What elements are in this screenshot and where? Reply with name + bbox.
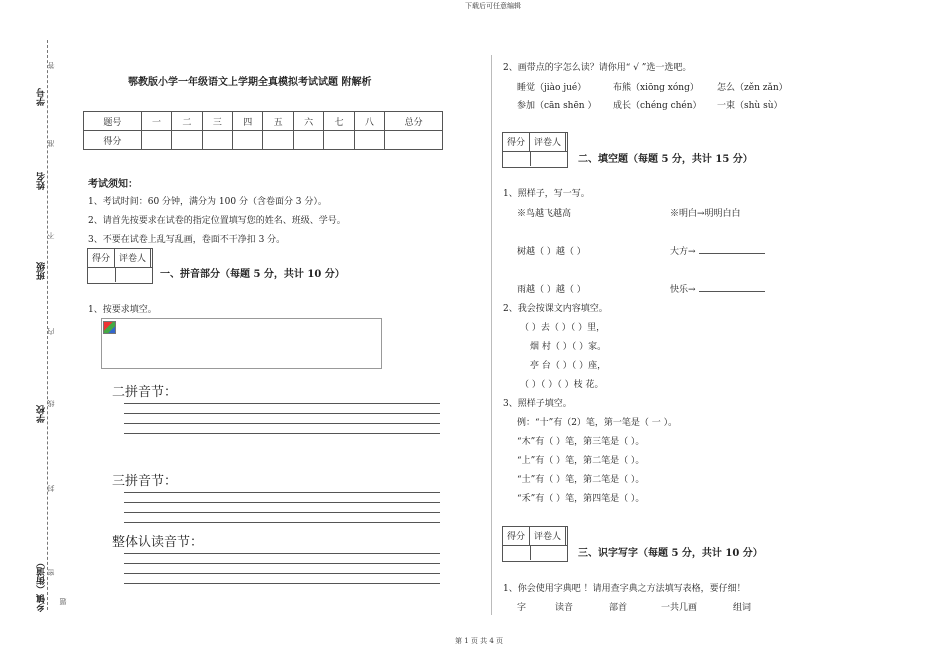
- s3-q1: 1、你会使用字典吧 ！请用查字典之方法填写表格，要仔细！: [503, 584, 746, 594]
- answer-line[interactable]: [124, 563, 440, 564]
- score-cell: 一: [141, 112, 171, 131]
- score-blank[interactable]: [172, 131, 202, 150]
- notice-item: 3、不要在试卷上乱写乱画，卷面不干净扣 3 分。: [88, 235, 286, 245]
- table-header: 字: [517, 603, 527, 613]
- s2-example-2: ※明白→明明白白: [670, 209, 741, 219]
- stroke-line: “土”有（ ）笔，第二笔是（ ）。: [517, 475, 645, 485]
- s2-q1: 1、照样子，写一写。: [503, 189, 590, 199]
- binding-label-town: 乡镇（街道）: [37, 558, 47, 612]
- s2-fill-line: 树越（ ）越（ ）: [517, 247, 586, 257]
- score-cell: 四: [233, 112, 263, 131]
- notice-heading: 考试须知：: [88, 179, 138, 190]
- answer-line[interactable]: [124, 492, 440, 493]
- notice-item: 1、考试时间：60 分钟，满分为 100 分（含卷面分 3 分）。: [88, 197, 327, 207]
- score-cell: 五: [263, 112, 293, 131]
- binding-line: [47, 40, 48, 610]
- r-q2-item: 布熊（xiōng xóng）: [613, 83, 699, 93]
- table-header: 读音: [555, 603, 574, 613]
- page-title: 鄂教版小学一年级语文上学期全真模拟考试试题 附解析: [128, 77, 372, 88]
- score-cell: 六: [293, 112, 323, 131]
- label-three-spell: 三拼音节：: [112, 474, 178, 489]
- grader-box-1: [87, 248, 153, 284]
- answer-line[interactable]: [124, 502, 440, 503]
- label-two-spell: 二拼音节：: [112, 385, 178, 400]
- r-q2-item: 成长（chéng chén）: [613, 101, 702, 111]
- answer-line[interactable]: [124, 512, 440, 513]
- answer-line[interactable]: [699, 253, 765, 254]
- answer-line[interactable]: [699, 291, 765, 292]
- binding-label-name: 姓名: [37, 172, 47, 190]
- binding-label-school: 学校: [37, 405, 47, 423]
- binding-label-id: 学号: [37, 88, 47, 106]
- score-blank[interactable]: [263, 131, 293, 150]
- binding-mark-feng: 封: [47, 485, 55, 492]
- r-q2-item: 参加（cān shēn ）: [517, 101, 597, 111]
- poem-line: （ ）去（ ）（ ）里，: [520, 323, 606, 333]
- s2-q3: 3、照样子填空。: [503, 399, 572, 409]
- section-3-title: 三、识字写字（每题 5 分，共计 10 分）: [578, 548, 763, 559]
- header-note: 下载后可任意编辑: [465, 2, 521, 10]
- score-cell: 二: [172, 112, 202, 131]
- score-blank[interactable]: [385, 131, 443, 150]
- notice-item: 2、请首先按要求在试卷的指定位置填写您的姓名、班级、学号。: [88, 216, 346, 226]
- answer-line[interactable]: [124, 433, 440, 434]
- r-q2-item: 一束（shù sù）: [717, 101, 783, 111]
- grader-score-label: 得分: [503, 527, 530, 545]
- answer-line[interactable]: [124, 522, 440, 523]
- poem-line: 烟 村（ ）（ ）家。: [530, 342, 607, 352]
- s2-fill-line: 快乐→: [670, 285, 696, 295]
- s2-example-1: ※鸟越飞越高: [517, 209, 572, 219]
- score-blank[interactable]: [233, 131, 263, 150]
- score-cell: 总分: [385, 112, 443, 131]
- table-header: 组词: [733, 603, 752, 613]
- binding-mark-ti: 题: [59, 598, 67, 605]
- score-cell: 三: [202, 112, 232, 131]
- s2-q2: 2、我会按课文内容填空。: [503, 304, 608, 314]
- answer-line[interactable]: [124, 413, 440, 414]
- score-cell: 八: [354, 112, 384, 131]
- r-q2: 2、画带点的字怎么读？请你用“ √ ”选一选吧。: [503, 63, 692, 73]
- grader-label: 评卷人: [530, 527, 566, 545]
- answer-line[interactable]: [124, 423, 440, 424]
- label-whole-syllable: 整体认读音节：: [112, 535, 204, 550]
- grader-score-label: 得分: [503, 133, 530, 151]
- score-cell: 题号: [84, 112, 142, 131]
- s2-fill-line: 大方→: [670, 247, 696, 257]
- answer-line[interactable]: [124, 583, 440, 584]
- stroke-line: “木”有（ ）笔，第三笔是（ ）。: [517, 437, 645, 447]
- score-blank[interactable]: [324, 131, 354, 150]
- answer-line[interactable]: [124, 553, 440, 554]
- grader-box-2: [502, 132, 568, 168]
- score-cell: 七: [324, 112, 354, 131]
- score-table: [83, 111, 443, 150]
- grader-label: 评卷人: [115, 249, 151, 267]
- r-q2-item: 怎么（zěn zǎn）: [717, 83, 788, 93]
- answer-line[interactable]: [124, 403, 440, 404]
- binding-mark-xian: 线: [47, 400, 55, 407]
- binding-mark-bu: 不: [47, 232, 55, 239]
- broken-image-icon: [103, 321, 116, 334]
- binding-mark-zhun: 准: [47, 140, 55, 147]
- s1-q1: 1、按要求填空。: [88, 305, 157, 315]
- section-1-title: 一、拼音部分（每题 5 分，共计 10 分）: [160, 269, 345, 280]
- poem-line: （ ）（ ）（ ）枝 花。: [520, 380, 604, 390]
- score-blank[interactable]: [354, 131, 384, 150]
- stroke-line: “禾”有（ ）笔，第四笔是（ ）。: [517, 494, 645, 504]
- poem-line: 亭 台（ ）（ ）座，: [530, 361, 607, 371]
- page-footer: 第 1 页 共 4 页: [455, 637, 504, 645]
- binding-mark-da: 答: [47, 62, 55, 69]
- binding-label-class: 班级: [37, 262, 47, 280]
- grader-box-3: [502, 526, 568, 562]
- stroke-line: “上”有（ ）笔，第二笔是（ ）。: [517, 456, 645, 466]
- table-header: 一共几画: [661, 603, 698, 613]
- score-blank[interactable]: [141, 131, 171, 150]
- grader-score-label: 得分: [88, 249, 115, 267]
- score-row-label: 得分: [84, 131, 142, 150]
- score-blank[interactable]: [293, 131, 323, 150]
- column-divider: [491, 55, 492, 615]
- binding-mark-mi: 密: [47, 569, 55, 576]
- score-blank[interactable]: [202, 131, 232, 150]
- table-header: 部首: [609, 603, 628, 613]
- section-2-title: 二、填空题（每题 5 分，共计 15 分）: [578, 154, 753, 165]
- r-q2-item: 睡觉（jiào jué）: [517, 83, 587, 93]
- grader-label: 评卷人: [530, 133, 566, 151]
- answer-line[interactable]: [124, 573, 440, 574]
- s2-fill-line: 雨越（ ）越（ ）: [517, 285, 586, 295]
- score-table-header-row: [84, 112, 443, 131]
- image-placeholder: [101, 318, 382, 369]
- binding-mark-nei: 内: [47, 328, 55, 335]
- score-table-score-row: [84, 131, 443, 150]
- stroke-line: 例：“十”有（2）笔，第一笔是（ 一 ）。: [517, 418, 678, 428]
